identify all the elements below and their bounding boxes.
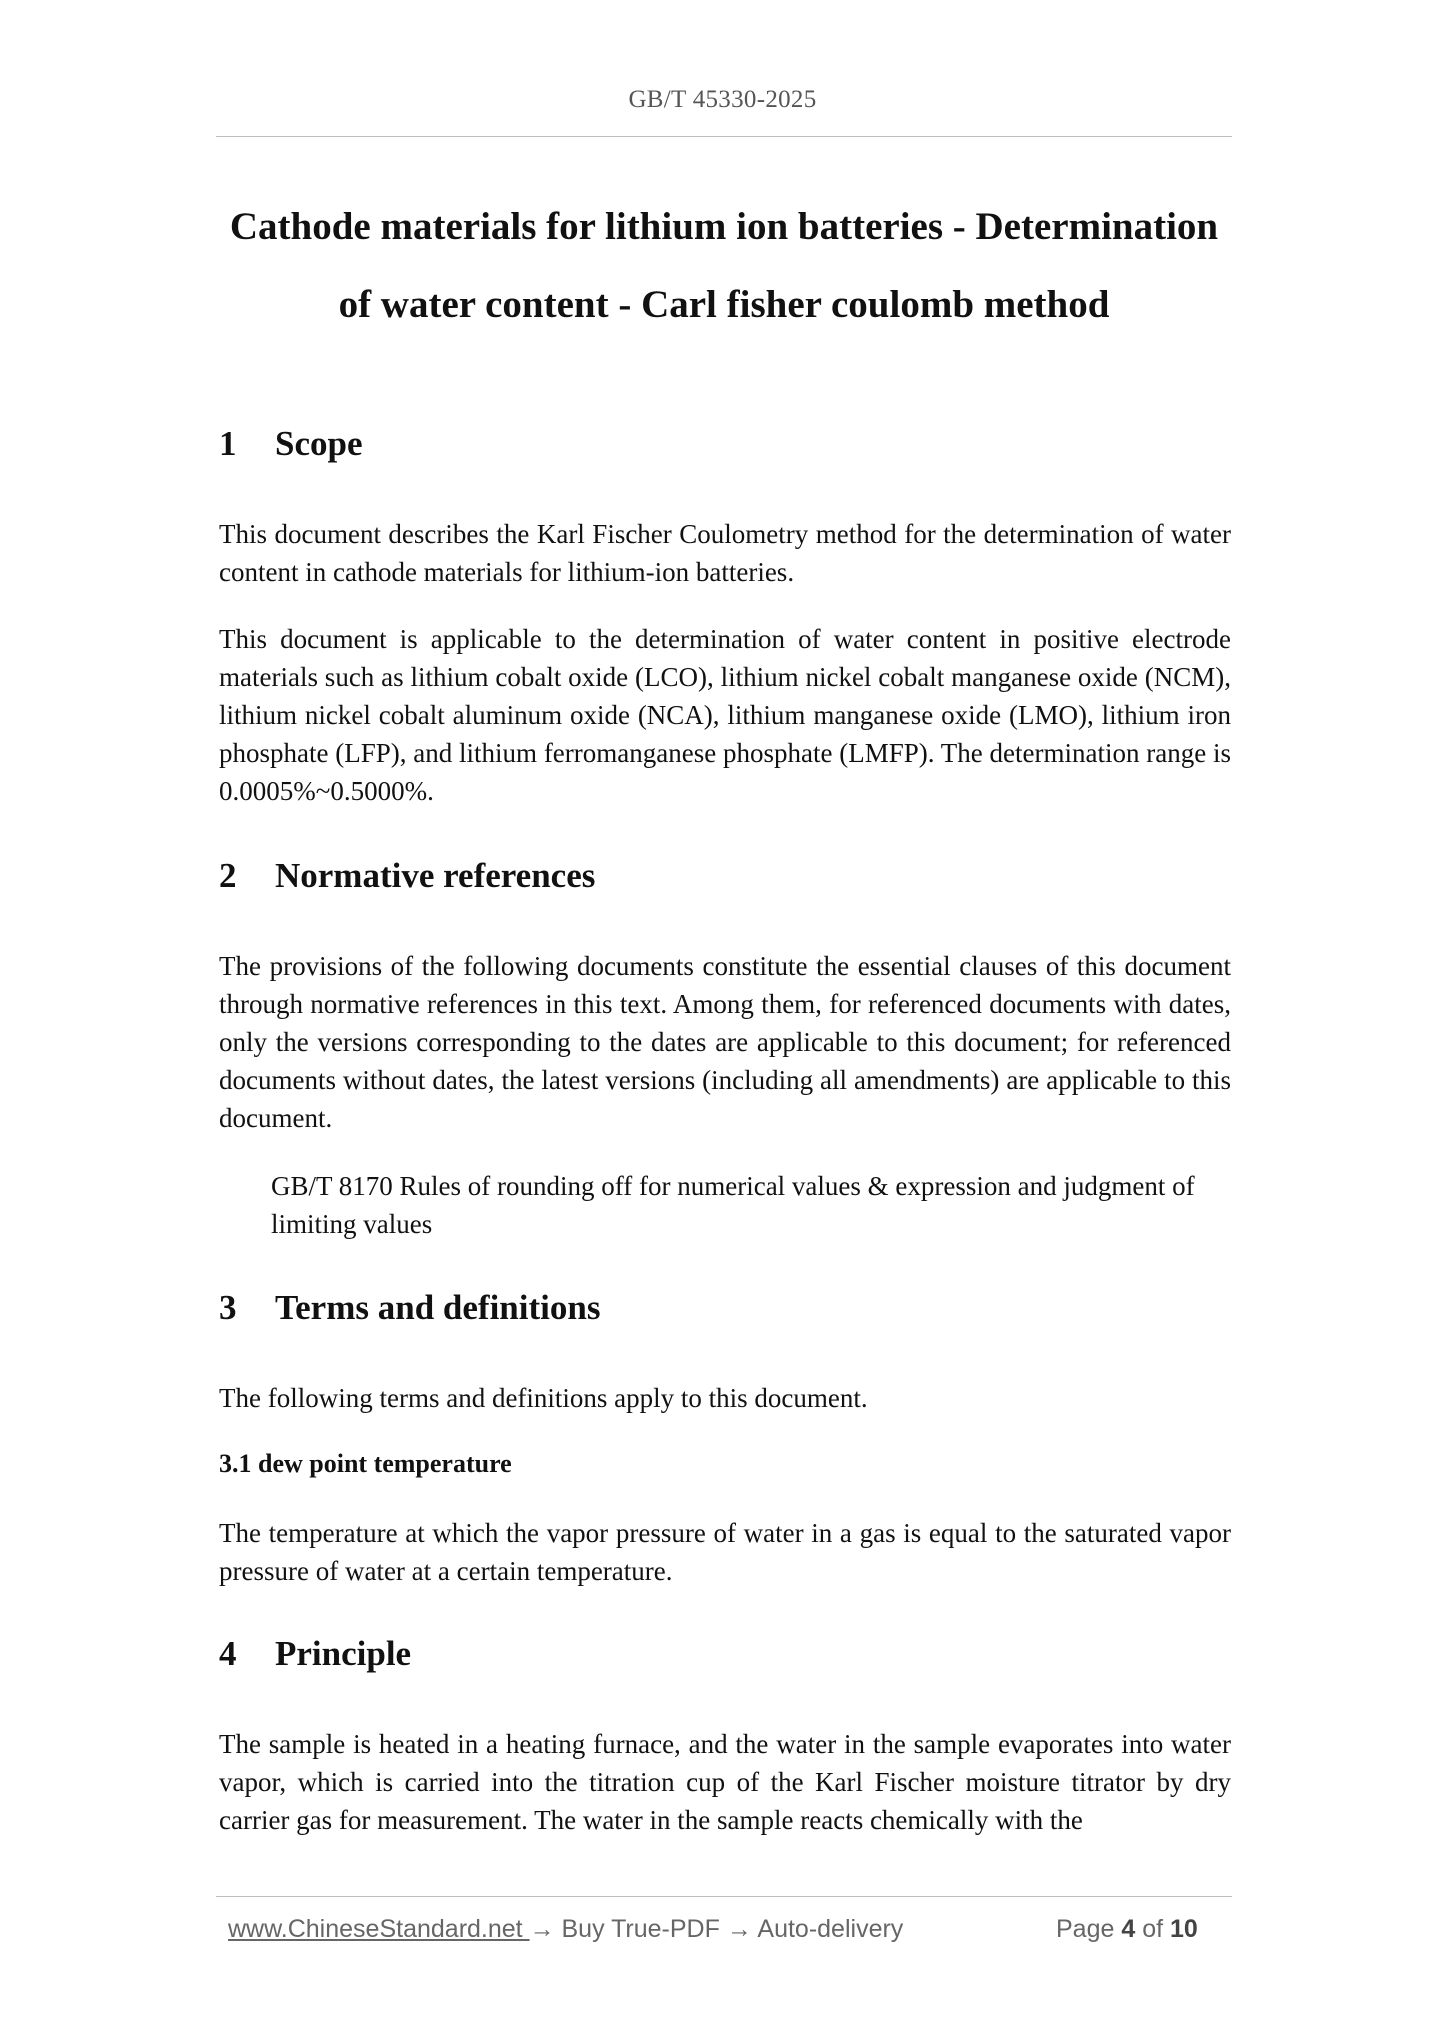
section-number: 4 [219,1634,237,1673]
principle-paragraph: The sample is heated in a heating furnace, and the water in the sample evaporates into water vapor, which is carried into the titration cup of the Karl Fischer moisture titrator by dry carrier gas for measurement. The water in the sample reacts chemically with the [219,1729,1231,1835]
footer-promo-text: → Buy True-PDF → Auto-delivery [529,1915,904,1943]
document-title-line-1: Cathode materials for lithium ion batteries - Determination [229,205,1219,248]
term-heading-dew-point: 3.1 dew point temperature [219,1449,512,1478]
scope-paragraph-1: This document describes the Karl Fischer Coulometry method for the determination of water content in cathode materials for lithium-ion batteries. [219,519,1231,587]
section-title: Principle [275,1634,412,1673]
section-heading-normative-references [219,856,595,896]
header-rule [216,136,1232,137]
footer-promo [228,1915,903,1944]
section-heading-principle [219,1634,411,1674]
document-title [200,188,1248,344]
page-indicator [1056,1915,1198,1944]
terms-intro-paragraph: The following terms and definitions apply to this document. [219,1383,868,1413]
section-title: Terms and definitions [275,1288,601,1327]
section-heading-terms-definitions [219,1288,600,1328]
section-number: 1 [219,424,237,463]
running-header: GB/T 45330-2025 [628,86,817,113]
page-label: Page [1056,1915,1115,1943]
page-current: 4 [1121,1915,1136,1943]
section-number: 3 [219,1288,237,1327]
normative-paragraph: The provisions of the following documents constitute the essential clauses of this document through normative references in this text. Among them, for referenced documents with dates, only the versions corresponding to the dates are applicable to this document; for referenced documents without dates, the latest versions (including all amendments) are applicable to this document. [219,951,1231,1133]
term-definition-dew-point: The temperature at which the vapor pressure of water in a gas is equal to the saturated vapor pressure of water at a certain temperature. [219,1518,1231,1586]
scope-paragraph-2: This document is applicable to the determination of water content in positive electrode materials such as lithium cobalt oxide (LCO), lithium nickel cobalt manganese oxide (NCM), lithium nickel cobalt aluminum oxide (NCA), lithium manganese oxide (LMO), lithium iron phosphate (LFP), and lithium ferromanganese phosphate (LMFP). The determination range is 0.0005%~0.5000%. [219,624,1231,806]
document-title-line-2: of water content - Carl fisher coulomb method [338,283,1110,326]
normative-reference-item: GB/T 8170 Rules of rounding off for numerical values & expression and judgment of limiting values [271,1171,1195,1239]
page-total: 10 [1170,1915,1198,1943]
section-number: 2 [219,856,237,895]
section-heading-scope [219,424,363,464]
section-title: Scope [275,424,363,463]
section-title: Normative references [275,856,596,895]
page-of: of [1142,1915,1164,1943]
footer-rule [216,1896,1232,1897]
website-link[interactable]: www.ChineseStandard.net [228,1915,530,1943]
